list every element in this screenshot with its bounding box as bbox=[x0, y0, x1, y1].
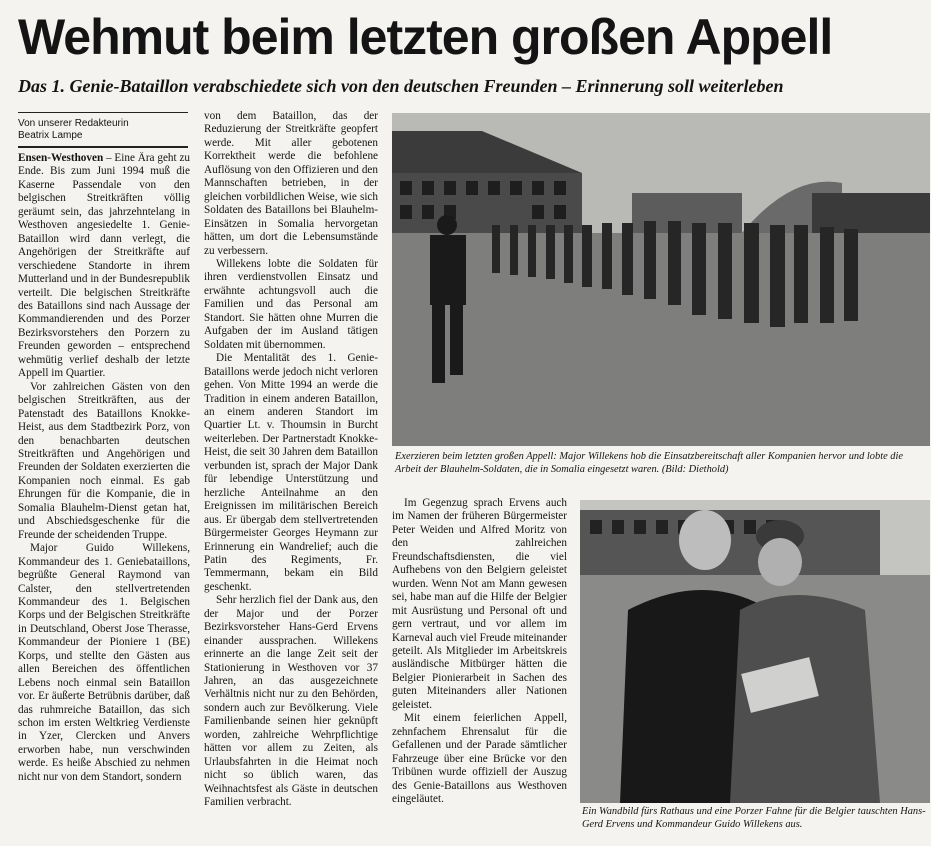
paragraph-text: – Eine Ära geht zu Ende. Bis zum Juni 1994 muß die Kaserne Passendale von den belgischen Streitkräften völlig geräumt sein, das jahrzehntelang in Westhoven angesiedelte 1. Genie-Bataillon wird dann verlegt, die Angehörigen der Streitkräfte auf verschiedene Standorte in ihrem Mutterland und in der Bundesrepublik verteilt. Die belgischen Streitkräfte des Bataillons sind nach Aussage der Kommandierenden und des Porzer Bezirksvorstehers den Porzern zu Freunden geworden – entsprechend wehmütig verlief deshalb der letzte Appell im Quartier. bbox=[18, 152, 190, 380]
paragraph: Mit einem feierlichen Appell, zehnfachem Ehrensalut für die Gefallenen und der Parade sämtlicher Fahrzeuge über eine Brücke vor den Tribünen wurde offiziell der Auszug des Genie-Bataillons aus Westhoven eingeläutet. bbox=[392, 712, 567, 805]
byline-bottom-rule bbox=[18, 146, 188, 148]
byline-top-rule bbox=[18, 112, 188, 113]
dateline: Ensen-Westhoven bbox=[18, 152, 104, 164]
byline bbox=[18, 118, 188, 142]
parade-photo bbox=[392, 113, 930, 446]
parade-photo-caption: Exerzieren beim letzten großen Appell: Major Willekens hob die Einsatzbereitschaft aller Kompanien hervor und lobte die Arbeit der Blauhelm-Soldaten, die in Somalia eingesetzt waren. (Bild: Diethold) bbox=[395, 451, 903, 475]
headline: Wehmut beim letzten großen Appell bbox=[18, 9, 833, 65]
paragraph: Vor zahlreichen Gästen von den belgischen Streitkräften, aus der Patenstadt des Bataillons Knokke-Heist, aus dem Stadtbezirk Porz, von den benachbarten deutschen Streitkräften und Angehörigen und Freunden der Soldaten exerzierten die Kompanien noch einmal. Es gab Ehrungen für die Kompanie, die in Somalia Blauhelm-Dienst getan hat, und Abschiedsgeschenke für die Freunde der scheidenden Truppe. bbox=[18, 380, 190, 541]
exchange-photo-caption: Ein Wandbild fürs Rathaus und eine Porzer Fahne für die Belgier tauschten Hans-Gerd Ervens und Kommandeur Guido Willekens aus. bbox=[582, 806, 926, 830]
column-2 bbox=[204, 110, 378, 840]
paragraph: Im Gegenzug sprach Ervens auch im Namen der früheren Bürgermeister Peter Weiden und Alfred Moritz von den zahlreichen Freundschaftsdiensten, die viel Aufhebens von den Belgiern geleistet wurden. Wenn Not am Mann gewesen sei, habe man auf die Hilfe der Belgier mit Ausrüstung und Personal oft und gern vertraut, und vor allem im Karneval auch viel Freude miteinander geteilt. Als Mitglieder im Arbeitskreis ausländische Mitbürger hätten die Belgier Pionierarbeit in Sachen des guten Miteinanders aller Nationen geleistet. bbox=[392, 497, 567, 711]
paragraph bbox=[18, 152, 190, 381]
subheadline: Das 1. Genie-Bataillon verabschiedete sich von den deutschen Freunden – Erinnerung soll weiterleben bbox=[18, 76, 784, 96]
paragraph: Sehr herzlich fiel der Dank aus, den der Major und der Porzer Bezirksvorsteher Hans-Gerd Ervens einander aussprachen. Willekens erinnerte an die lange Zeit seit der Stationierung in Westhoven vor 37 Jahren, an das ausgezeichnete Verhältnis nicht nur zu den Behörden, sondern auch zur Bevölkerung. Viele Familienbande seinen hier geknüpft worden, zahlreiche Wehrpflichtige hätten vor allem zu Zeiten, als Urlaubsfahrten in die Heimat noch nicht so üblich waren, das Weihnachtsfest als Gäste in deutschen Familien verbracht. bbox=[204, 594, 378, 809]
column-3 bbox=[392, 497, 567, 840]
byline-author: Beatrix Lampe bbox=[18, 130, 83, 141]
paragraph: Willekens lobte die Soldaten für ihren verdienstvollen Einsatz und erwähnte achtungsvoll auch die Familien und das Personal am Standort. Sie hätten ohne Murren die Aufgaben der im Ausland tätigen Soldaten mit übernommen. bbox=[204, 257, 378, 351]
byline-prefix: Von unserer Redakteurin bbox=[18, 118, 129, 129]
parade-photo-image bbox=[392, 113, 930, 446]
paragraph: Major Guido Willekens, Kommandeur des 1. Geniebataillons, begrüßte General Raymond van Calster, den stellvertretenden Kommandeur des 1. Belgischen Korps und der Belgischen Streitkräfte in Deutschland, Oberst Jose Therasse, Kommandeur der Pioniere 1 (BE) Korps, und stellte den Gästen aus allen Bereichen des öffentlichen Lebens noch einmal sein Bataillon vor. Er äußerte Betrübnis darüber, daß das ruhmreiche Bataillon, das sich schon im ersten Weltkrieg Verdienste in Yzer, Clercken und Anvers erworben habe, nun verschwinden werde. Es heiße Abschied zu nehmen nicht nur von dem Standort, sondern bbox=[18, 542, 190, 783]
paragraph: Die Mentalität des 1. Genie-Bataillons werde jedoch nicht verloren gehen. Von Mitte 1994 an werde die Tradition in einem anderen Bataillon, an einem anderen Standort im Quartier Lt. v. Thoumsin in Burcht weiterleben. Der Partnerstadt Knokke-Heist, die seit 30 Jahren dem Bataillon verbunden ist, sprach der Major Dank für lebendige Unterstützung und herzliche Anteilnahme an den Ereignissen im militärischen Bereich aus. Er übergab dem stellvertretenden Bürgermeister Georges Heymann zur Erinnerung ein Wandrelief; auch die Patin des Regiments, Fr. Temmermann, bekam ein Bild geschenkt. bbox=[204, 352, 378, 593]
column-1 bbox=[18, 152, 190, 840]
exchange-photo-image bbox=[580, 500, 930, 803]
paragraph: von dem Bataillon, das der Reduzierung der Streitkräfte geopfert werde. Mit aller gebotenen Korrektheit werde die befohlene Auflösung von den Offizieren und den Mannschaften betrieben, in der gleichen vorbildlichen Weise, wie sich Soldaten des Bataillons bei Blauhelm-Einsätzen in Somalia hervorgetan hätten, um dort die Lebensumstände zu verbessern. bbox=[204, 110, 378, 257]
exchange-photo bbox=[580, 500, 930, 803]
